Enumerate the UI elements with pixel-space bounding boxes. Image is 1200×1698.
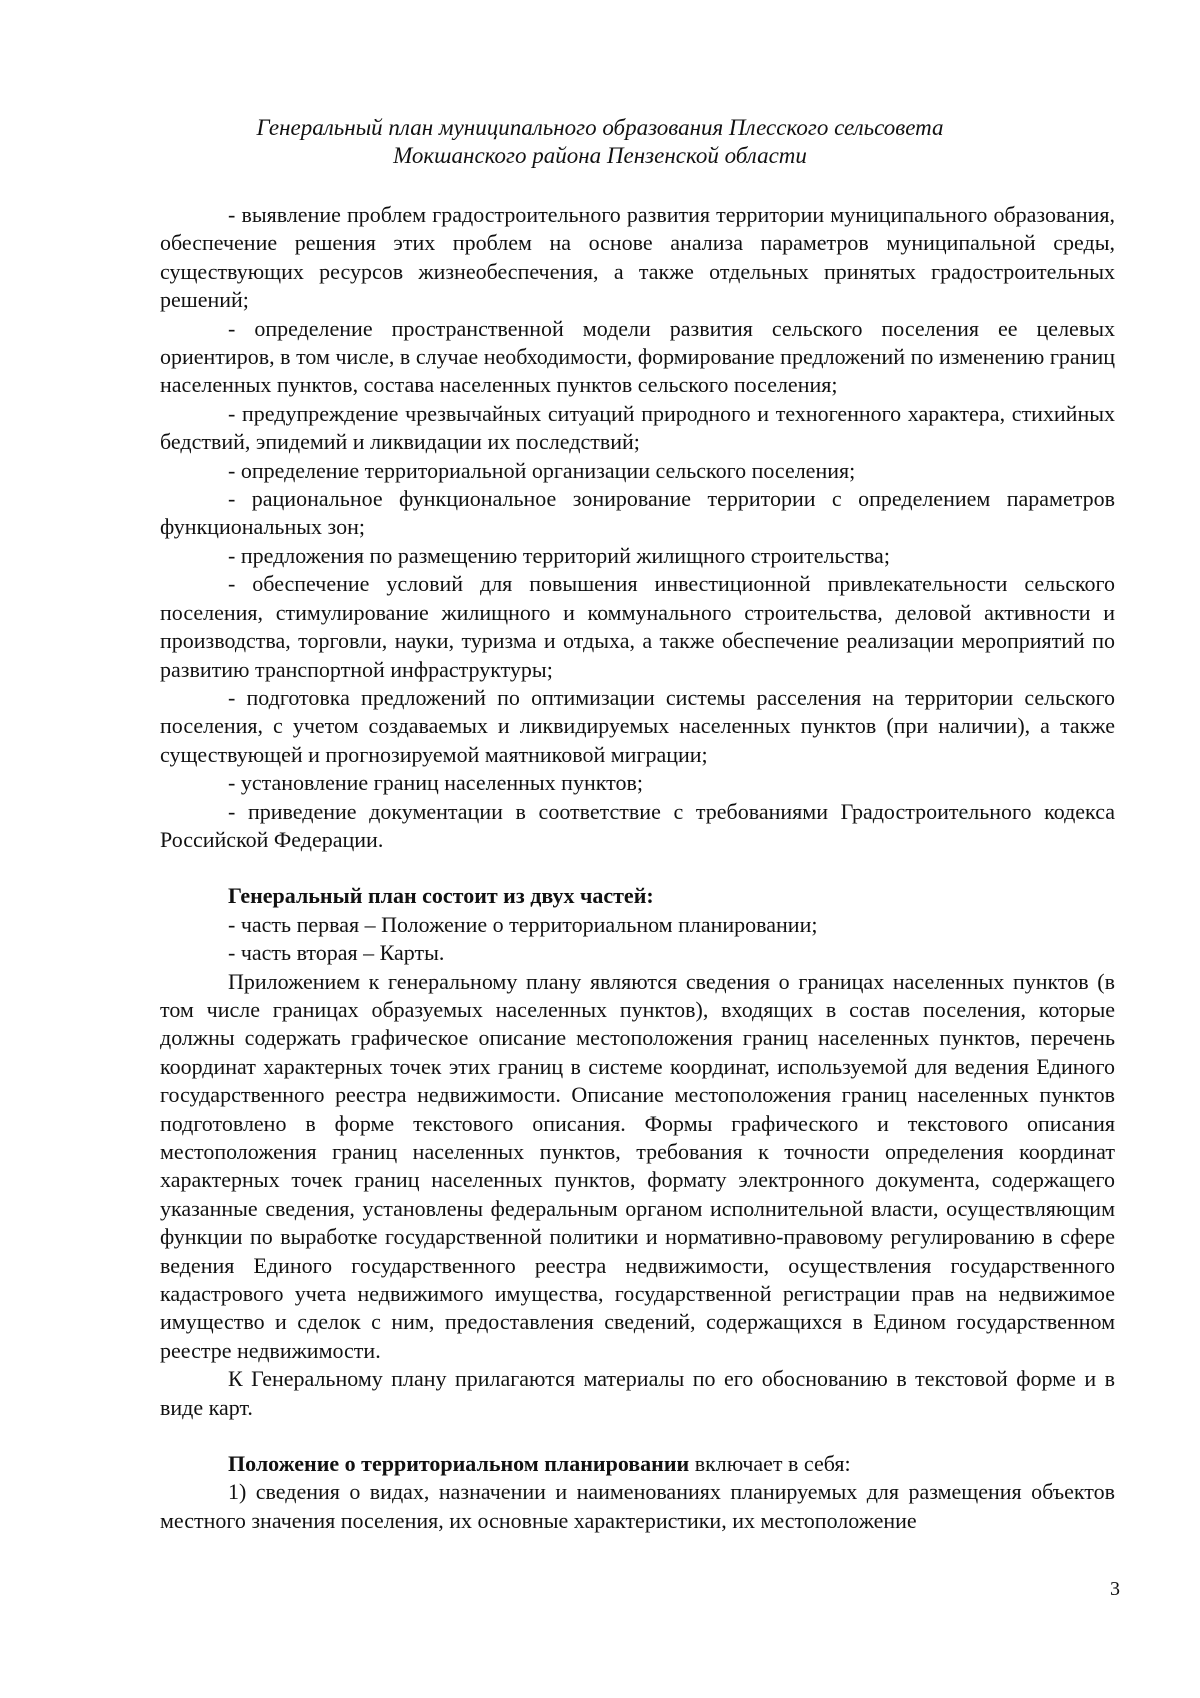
regulation-item-1: 1) сведения о видах, назначении и наименованиях планируемых для размещения объектов местного значения поселения, их основные характеристики, их местоположение bbox=[160, 1479, 1115, 1533]
list-item-paragraph: - приведение документации в соответствие с требованиями Градостроительного кодекса Российской Федерации. bbox=[160, 798, 1115, 852]
list-item-paragraph: - предложения по размещению территорий жилищного строительства; bbox=[228, 542, 890, 568]
list-item-paragraph: - установление границ населенных пунктов; bbox=[228, 770, 643, 796]
list-item-paragraph: - подготовка предложений по оптимизации системы расселения на территории сельского поселения, с учетом создаваемых и ликвидируемых населенных пунктов (при наличии), а также существующей и прогнозируемой маятниковой миграции; bbox=[160, 684, 1115, 767]
document-header bbox=[0, 114, 1200, 170]
section-heading-regulation bbox=[160, 1450, 1115, 1478]
materials-paragraph: К Генеральному плану прилагаются материалы по его обоснованию в текстовой форме и в виде карт. bbox=[160, 1366, 1115, 1420]
list-item-paragraph: - предупреждение чрезвычайных ситуаций природного и техногенного характера, стихийных бедствий, эпидемий и ликвидации их последствий; bbox=[160, 400, 1115, 455]
header-line-1: Генеральный план муниципального образования Плесского сельсовета bbox=[256, 115, 944, 140]
list-item-paragraph: - определение пространственной модели развития сельского поселения ее целевых ориентиров, в том числе, в случае необходимости, формирование предложений по изменению границ населенных пунктов, состава населенных пунктов сельского поселения; bbox=[160, 315, 1115, 398]
list-item-paragraph: - обеспечение условий для повышения инвестиционной привлекательности сельского поселения, стимулирование жилищного и коммунального строительства, деловой активности и производства, торговли, науки, туризма и отдыха, а также обеспечение реализации мероприятий по развитию транспортной инфраструктуры; bbox=[160, 571, 1115, 682]
document-body bbox=[160, 201, 1115, 1535]
section-heading-rest: включает в себя: bbox=[689, 1451, 851, 1477]
section-heading-parts: Генеральный план состоит из двух частей: bbox=[228, 883, 654, 909]
list-item-paragraph: - выявление проблем градостроительного развития территории муниципального образования, обеспечение решения этих проблем на основе анализа параметров муниципальной среды, существующих ресурсов жизнеобеспечения, а также отдельных принятых градостроительных решений; bbox=[160, 202, 1115, 313]
parts-item: - часть вторая – Карты. bbox=[228, 940, 445, 966]
list-item-paragraph: - определение территориальной организации сельского поселения; bbox=[228, 457, 856, 483]
parts-item: - часть первая – Положение о территориальном планировании; bbox=[228, 911, 818, 937]
list-item-paragraph: - рациональное функциональное зонирование территории с определением параметров функциональных зон; bbox=[160, 486, 1115, 540]
header-line-2: Мокшанского района Пензенской области bbox=[393, 143, 807, 168]
section-heading-bold: Положение о территориальном планировании bbox=[228, 1451, 690, 1477]
appendix-paragraph: Приложением к генеральному плану являются сведения о границах населенных пунктов (в том числе границах образуемых населенных пунктов), входящих в состав поселения, которые должны содержать графическое описание местоположения границ населенных пунктов, перечень координат характерных точек этих границ в системе координат, используемой для ведения Единого государственного реестра недвижимости. Описание местоположения границ населенных пунктов подготовлено в форме текстового описания. Формы графического и текстового описания местоположения границ населенных пунктов, требования к точности определения координат характерных точек границ населенных пунктов, формату электронного документа, содержащего указанные сведения, установлены федеральным органом исполнительной власти, осуществляющим функции по выработке государственной политики и нормативно-правовому регулированию в сфере ведения Единого государственного реестра недвижимости, осуществления государственного кадастрового учета недвижимого имущества, государственной регистрации прав на недвижимое имущество и сделок с ним, предоставления сведений, содержащихся в Едином государственном реестре недвижимости. bbox=[160, 968, 1115, 1363]
page-number: 3 bbox=[1110, 1578, 1120, 1600]
